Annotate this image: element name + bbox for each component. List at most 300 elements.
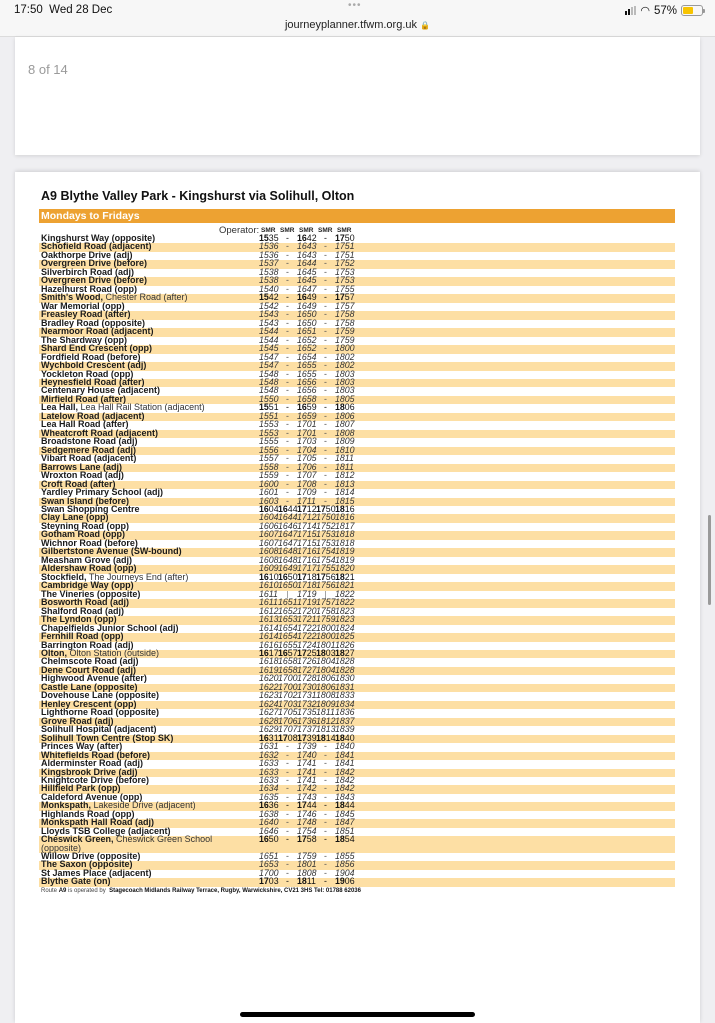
- departure-time: 1650: [278, 571, 298, 582]
- departure-time: 1649: [297, 300, 317, 311]
- operator-code: SMR: [318, 227, 333, 234]
- stop-name-main: Alderminster Road (adj): [41, 758, 144, 769]
- departure-time: 1644: [278, 512, 298, 523]
- stop-name-main: Wichnor Road (before): [41, 537, 138, 548]
- stop-name-main: Grove Road (adj): [41, 715, 114, 726]
- no-service-dash: -: [324, 775, 327, 785]
- departure-time: 1728: [297, 673, 317, 684]
- departure-time: 1612: [259, 605, 279, 616]
- no-service-dash: -: [286, 478, 289, 489]
- departure-time: 1658: [278, 656, 298, 667]
- departure-time: 1627: [259, 707, 279, 718]
- timetable-row: [39, 850, 675, 861]
- departure-time: 1811: [335, 461, 354, 472]
- timetable-row: [39, 506, 675, 514]
- stop-name-main: Solihull Hospital (adjacent): [41, 724, 157, 735]
- stop-name-main: Castle Lane (opposite): [41, 681, 138, 692]
- departure-time: 1836: [335, 707, 355, 718]
- departure-time: 1559: [259, 470, 279, 481]
- no-service-dash: -: [324, 834, 327, 845]
- stop-name-main: Lea Hall Road (after): [41, 419, 129, 430]
- home-indicator[interactable]: [240, 1012, 475, 1017]
- departure-time: 1540: [259, 283, 279, 294]
- no-service-dash: -: [286, 376, 289, 387]
- departure-time: 1648: [278, 554, 298, 565]
- departure-time: 1759: [335, 334, 355, 345]
- departure-time: 1807: [335, 419, 355, 430]
- no-service-dash: -: [324, 241, 327, 252]
- timetable-row: [39, 548, 675, 556]
- departure-time: 1845: [335, 808, 355, 819]
- departure-time: 1719: [297, 588, 317, 599]
- stop-name-main: Bosworth Road (adj): [41, 597, 129, 608]
- departure-time: 1654: [278, 622, 298, 633]
- timetable-title: A9 Blythe Valley Park - Kingshurst via Solihull, Olton: [41, 189, 355, 203]
- stop-name-main: Lea Hall,: [41, 402, 79, 413]
- departure-time: 1804: [316, 664, 336, 675]
- stop-name-main: Overgreen Drive (before): [41, 258, 148, 269]
- departure-time: 1809: [316, 698, 336, 709]
- no-service-dash: -: [324, 393, 327, 404]
- departure-time: 1801: [297, 859, 317, 870]
- departure-time: 1754: [297, 825, 317, 836]
- timetable-row: [39, 260, 675, 268]
- departure-time: 1750: [335, 233, 355, 243]
- departure-time: 1804: [316, 656, 336, 667]
- no-service-dash: -: [324, 749, 327, 760]
- no-service-dash: -: [286, 487, 289, 498]
- departure-time: 1756: [316, 571, 336, 582]
- footer-middle: is operated by: [66, 888, 108, 894]
- departure-time: 1631: [259, 741, 279, 752]
- timetable-row: [39, 520, 675, 531]
- footer-operator-details: Stagecoach Midlands Railway Terrace, Rugby, Warwickshire, CV21 3HS Tel: 01788 62036: [109, 888, 361, 894]
- departure-time: 1819: [335, 554, 355, 565]
- no-service-dash: -: [286, 283, 289, 294]
- departure-time: 1556: [259, 444, 279, 455]
- stop-name-main: Dovehouse Lane (opposite): [41, 690, 160, 701]
- departure-time: 1753: [316, 529, 336, 540]
- no-service-dash: -: [324, 275, 327, 286]
- no-service-dash: -: [286, 859, 289, 870]
- stop-name-main: Centenary House (adjacent): [41, 385, 161, 396]
- departure-time: 1752: [335, 258, 355, 269]
- stop-name-main: Kingsbrook Drive (adj): [41, 766, 138, 777]
- departure-time: 1834: [335, 698, 355, 709]
- departure-time: 1638: [259, 808, 279, 819]
- departure-time: 1717: [297, 563, 317, 574]
- departure-time: 1759: [297, 850, 317, 861]
- departure-time: 1651: [259, 850, 279, 861]
- departure-time: 1610: [259, 571, 279, 582]
- departure-time: 1758: [335, 309, 355, 320]
- departure-time: 1603: [259, 495, 279, 506]
- departure-time: 1542: [259, 292, 279, 303]
- departure-time: 1753: [335, 275, 355, 286]
- departure-time: 1821: [335, 571, 355, 582]
- timetable-row: [39, 461, 675, 472]
- departure-time: 1822: [335, 588, 355, 599]
- departure-time: 1741: [297, 766, 317, 777]
- departure-time: 1808: [335, 427, 355, 438]
- no-service-dash: -: [286, 326, 289, 337]
- stop-name-main: Silverbirch Road (adj): [41, 266, 135, 277]
- stop-name-main: Willow Drive (opposite): [41, 850, 141, 861]
- no-service-dash: -: [286, 368, 289, 379]
- departure-time: 1548: [259, 368, 279, 379]
- departure-time: 1811: [316, 707, 335, 718]
- departure-time: 1843: [335, 791, 355, 802]
- departure-time: 1712: [297, 512, 317, 523]
- no-service-dash: -: [286, 470, 289, 481]
- departure-time: 1551: [259, 410, 279, 421]
- departure-time: 1650: [297, 317, 317, 328]
- departure-time: 1753: [335, 266, 355, 277]
- no-service-dash: -: [324, 351, 327, 362]
- no-service-dash: -: [286, 419, 289, 430]
- departure-time: 1646: [278, 520, 298, 531]
- departure-time: 1711: [297, 495, 316, 506]
- departure-time: 1741: [297, 775, 317, 785]
- battery-icon: [681, 5, 703, 16]
- departure-time: 1655: [278, 639, 298, 650]
- departure-time: 1755: [335, 283, 355, 294]
- departure-time: 1707: [297, 470, 317, 481]
- no-service-dash: -: [324, 233, 327, 243]
- departure-time: 1654: [297, 351, 317, 362]
- departure-time: 1812: [335, 470, 355, 481]
- departure-time: 1828: [335, 664, 355, 675]
- stop-name-detail: The Journeys End (after): [86, 571, 189, 582]
- timetable-row: [39, 709, 675, 717]
- timetable-row: [39, 588, 675, 599]
- no-service-dash: -: [324, 360, 327, 371]
- stop-name-main: St James Place (adjacent): [41, 867, 152, 878]
- no-service-dash: -: [286, 791, 289, 802]
- departure-time: 1652: [297, 343, 317, 354]
- address-bar[interactable]: [0, 19, 715, 31]
- no-service-dash: -: [324, 427, 327, 438]
- no-service-dash: -: [324, 453, 327, 464]
- not-stopping-mark: |: [324, 589, 327, 599]
- no-service-dash: -: [286, 292, 289, 303]
- timetable-row: [39, 514, 675, 522]
- timetable-row: [39, 571, 675, 582]
- departure-time: 1545: [259, 343, 279, 354]
- departure-time: 1828: [335, 656, 355, 667]
- departure-time: 1831: [335, 681, 355, 692]
- departure-time: 1653: [259, 859, 279, 870]
- departure-time: 1813: [335, 478, 355, 489]
- departure-time: 1809: [335, 436, 355, 447]
- departure-time: 1752: [316, 520, 336, 531]
- departure-time: 1650: [297, 309, 317, 320]
- stop-name-main: War Memorial (opp): [41, 300, 125, 311]
- no-service-dash: -: [286, 393, 289, 404]
- departure-time: 1806: [335, 410, 355, 421]
- no-service-dash: -: [286, 741, 289, 752]
- departure-times: [259, 877, 354, 886]
- departure-time: 1812: [316, 715, 336, 726]
- no-service-dash: -: [324, 300, 327, 311]
- stop-name-main: Hazelhurst Road (opp): [41, 283, 137, 294]
- departure-time: 1739: [297, 741, 317, 752]
- stop-name-main: Wychbold Crescent (adj): [41, 360, 147, 371]
- stop-name-main: Measham Grove (adj): [41, 554, 133, 565]
- departure-time: 1751: [335, 249, 355, 260]
- url-text: journeyplanner.tfwm.org.uk: [284, 19, 418, 31]
- no-service-dash: -: [324, 758, 327, 769]
- departure-time: 1823: [335, 614, 355, 625]
- timetable-row: [39, 455, 675, 463]
- departure-time: 1649: [278, 563, 298, 574]
- no-service-dash: -: [286, 436, 289, 447]
- departure-time: 1840: [335, 741, 355, 752]
- departure-time: 1631: [259, 732, 279, 743]
- departure-time: 1651: [278, 597, 298, 608]
- departure-time: 1847: [335, 817, 355, 828]
- stop-name-main: Monkspath,: [41, 800, 92, 811]
- departure-time: 1750: [316, 512, 336, 523]
- departure-time: 1802: [335, 351, 355, 362]
- no-service-dash: -: [324, 317, 327, 328]
- no-service-dash: -: [286, 233, 289, 243]
- departure-time: 1827: [335, 647, 355, 658]
- departure-time: 1721: [297, 614, 317, 625]
- timetable-row: [39, 633, 675, 641]
- no-service-dash: -: [286, 351, 289, 362]
- no-service-dash: -: [286, 410, 289, 421]
- no-service-dash: -: [286, 275, 289, 286]
- departure-time: 1658: [278, 664, 298, 675]
- departure-time: 1816: [335, 504, 355, 514]
- departure-time: 1640: [259, 817, 279, 828]
- no-service-dash: -: [286, 317, 289, 328]
- departure-time: 1841: [335, 749, 355, 760]
- no-service-dash: -: [324, 343, 327, 354]
- departure-time: 1649: [297, 292, 317, 303]
- page-indicator: 8 of 14: [28, 62, 68, 77]
- departure-time: 1756: [316, 580, 336, 591]
- departure-time: 1608: [259, 546, 279, 557]
- no-service-dash: -: [324, 783, 327, 794]
- departure-time: 1548: [259, 385, 279, 396]
- operator-code: SMR: [337, 227, 352, 234]
- departure-time: 1647: [278, 529, 298, 540]
- departure-time: 1614: [259, 631, 279, 642]
- no-service-dash: -: [324, 385, 327, 396]
- departure-time: 1851: [335, 825, 355, 836]
- stop-name-main: The Vineries (opposite): [41, 588, 141, 599]
- departure-time: 1718: [297, 580, 317, 591]
- timetable-row: [39, 599, 675, 607]
- no-service-dash: -: [324, 867, 327, 878]
- departure-time: 1720: [297, 605, 317, 616]
- stop-name-main: Dene Court Road (adj): [41, 664, 137, 675]
- departure-time: 1755: [316, 563, 336, 574]
- departure-time: 1646: [259, 825, 279, 836]
- more-dots-icon[interactable]: •••: [348, 0, 362, 11]
- no-service-dash: -: [286, 749, 289, 760]
- departure-time: 1808: [297, 867, 317, 878]
- departure-time: 1805: [335, 393, 355, 404]
- stop-name-main: Princes Way (after): [41, 741, 123, 752]
- departure-time: 1854: [335, 834, 355, 845]
- departure-time: 1544: [259, 334, 279, 345]
- departure-time: 1619: [259, 664, 279, 675]
- stop-name-main: Gilbertstone Avenue (SW-bound): [41, 546, 182, 557]
- departure-time: 1609: [259, 563, 279, 574]
- departure-time: 1839: [335, 724, 355, 735]
- departure-time: 1818: [335, 529, 355, 540]
- stop-name-main: Kingshurst Way (opposite): [41, 233, 156, 243]
- status-time-date: 17:50 Wed 28 Dec: [14, 4, 113, 16]
- departure-time: 1706: [297, 461, 317, 472]
- no-service-dash: -: [286, 309, 289, 320]
- departure-time: 1800: [316, 631, 336, 642]
- no-service-dash: -: [324, 817, 327, 828]
- departure-time: 1553: [259, 427, 279, 438]
- departure-time: 1726: [297, 656, 317, 667]
- departure-time: 1703: [259, 876, 279, 887]
- no-service-dash: -: [324, 859, 327, 870]
- status-bar: [0, 0, 715, 37]
- departure-time: 1550: [259, 393, 279, 404]
- departure-time: 1636: [259, 800, 279, 811]
- stop-name-detail: Olton Station (outside): [67, 647, 160, 658]
- scrollbar[interactable]: [708, 515, 711, 605]
- departure-time: 1708: [297, 478, 317, 489]
- departure-time: 1814: [316, 732, 336, 743]
- no-service-dash: -: [286, 249, 289, 260]
- no-service-dash: -: [286, 241, 289, 252]
- no-service-dash: -: [324, 258, 327, 269]
- departure-time: 1608: [259, 554, 279, 565]
- no-service-dash: -: [286, 300, 289, 311]
- departure-time: 1616: [259, 639, 279, 650]
- departure-time: 1753: [316, 537, 336, 548]
- departure-time: 1543: [259, 309, 279, 320]
- departure-time: 1754: [316, 546, 336, 557]
- departure-time: 1841: [335, 758, 355, 769]
- stop-name-main: Knightcote Drive (before): [41, 775, 150, 785]
- departure-time: 1737: [297, 724, 317, 735]
- no-service-dash: -: [286, 808, 289, 819]
- departure-time: 1748: [297, 817, 317, 828]
- departure-time: 1538: [259, 275, 279, 286]
- departure-time: 1656: [297, 385, 317, 396]
- no-service-dash: -: [286, 258, 289, 269]
- no-service-dash: -: [286, 385, 289, 396]
- departure-time: 1617: [259, 647, 279, 658]
- operator-code: SMR: [299, 227, 314, 234]
- timetable-row: [39, 605, 675, 616]
- no-service-dash: -: [286, 461, 289, 472]
- no-service-dash: -: [324, 283, 327, 294]
- departure-time: 1650: [259, 834, 279, 845]
- stop-name-main: Solihull Town Centre (Stop SK): [41, 732, 174, 743]
- no-service-dash: -: [324, 402, 327, 413]
- footer-prefix: Route: [41, 888, 59, 894]
- departure-time: 1645: [297, 275, 317, 286]
- stop-name-main: Cambridge Way (opp): [41, 580, 134, 591]
- departure-time: 1823: [335, 605, 355, 616]
- departure-time: 1652: [297, 334, 317, 345]
- departure-time: 1709: [297, 487, 317, 498]
- departure-time: 1811: [297, 876, 316, 887]
- departure-time: 1705: [278, 707, 298, 718]
- stop-name-main: Oakthorpe Drive (adj): [41, 249, 133, 260]
- no-service-dash: -: [286, 427, 289, 438]
- departure-time: 1653: [278, 614, 298, 625]
- departure-time: 1731: [297, 690, 317, 701]
- stop-name-main: Sedgemere Road (adj): [41, 444, 137, 455]
- departure-time: 1825: [335, 631, 355, 642]
- timetable-row: [39, 489, 675, 497]
- departure-time: 1811: [335, 453, 354, 464]
- departure-time: 1606: [259, 520, 279, 531]
- departure-time: 1655: [297, 368, 317, 379]
- stop-name-main: Cheswick Green,: [41, 834, 114, 845]
- departure-time: 1904: [335, 867, 355, 878]
- departure-time: 1555: [259, 436, 279, 447]
- departure-time: 1808: [316, 690, 336, 701]
- operator-footer: [41, 888, 361, 894]
- no-service-dash: -: [286, 817, 289, 828]
- stop-name-main: The Shardway (opp): [41, 334, 128, 345]
- departure-time: 1704: [297, 444, 317, 455]
- stop-name-main: Swan Shopping Centre: [41, 504, 140, 514]
- timetable-row: [39, 410, 675, 421]
- no-service-dash: -: [324, 825, 327, 836]
- no-service-dash: -: [324, 487, 327, 498]
- departure-time: 1611: [259, 597, 278, 608]
- stop-name: [41, 835, 246, 852]
- departure-time: 1719: [297, 597, 317, 608]
- departure-time: 1803: [335, 385, 355, 396]
- departure-time: 1700: [278, 681, 298, 692]
- departure-time: 1700: [278, 673, 298, 684]
- no-service-dash: -: [324, 478, 327, 489]
- no-service-dash: -: [324, 436, 327, 447]
- departure-time: 1757: [335, 300, 355, 311]
- departure-time: 1817: [335, 520, 355, 531]
- departure-time: 1537: [259, 258, 279, 269]
- departure-time: 1716: [297, 554, 317, 565]
- departure-time: 1618: [259, 656, 279, 667]
- stop-name-main: Wroxton Road (adj): [41, 470, 124, 481]
- timetable-row: [39, 294, 675, 302]
- stop-name-main: Mirfield Road (after): [41, 393, 127, 404]
- no-service-dash: -: [286, 343, 289, 354]
- stop-name-main: Smith's Wood,: [41, 292, 103, 303]
- stop-name-main: Caldeford Avenue (opp): [41, 791, 143, 802]
- departure-time: 1604: [259, 504, 279, 514]
- departure-time: 1656: [297, 376, 317, 387]
- timetable-row: [39, 867, 675, 878]
- departure-time: 1744: [297, 800, 317, 811]
- stop-name-main: The Lyndon (opp): [41, 614, 117, 625]
- stop-name-main: Freasley Road (after): [41, 309, 131, 320]
- timetable-row: [39, 732, 675, 743]
- stop-name-main: Swan Island (before): [41, 495, 130, 506]
- departure-time: 1732: [297, 698, 317, 709]
- departure-time: 1548: [259, 376, 279, 387]
- footer-route: A9: [58, 888, 67, 894]
- stop-name-main: Croft Road (after): [41, 478, 116, 489]
- stop-name-main: Bradley Road (opposite): [41, 317, 146, 328]
- operator-code: SMR: [261, 227, 276, 234]
